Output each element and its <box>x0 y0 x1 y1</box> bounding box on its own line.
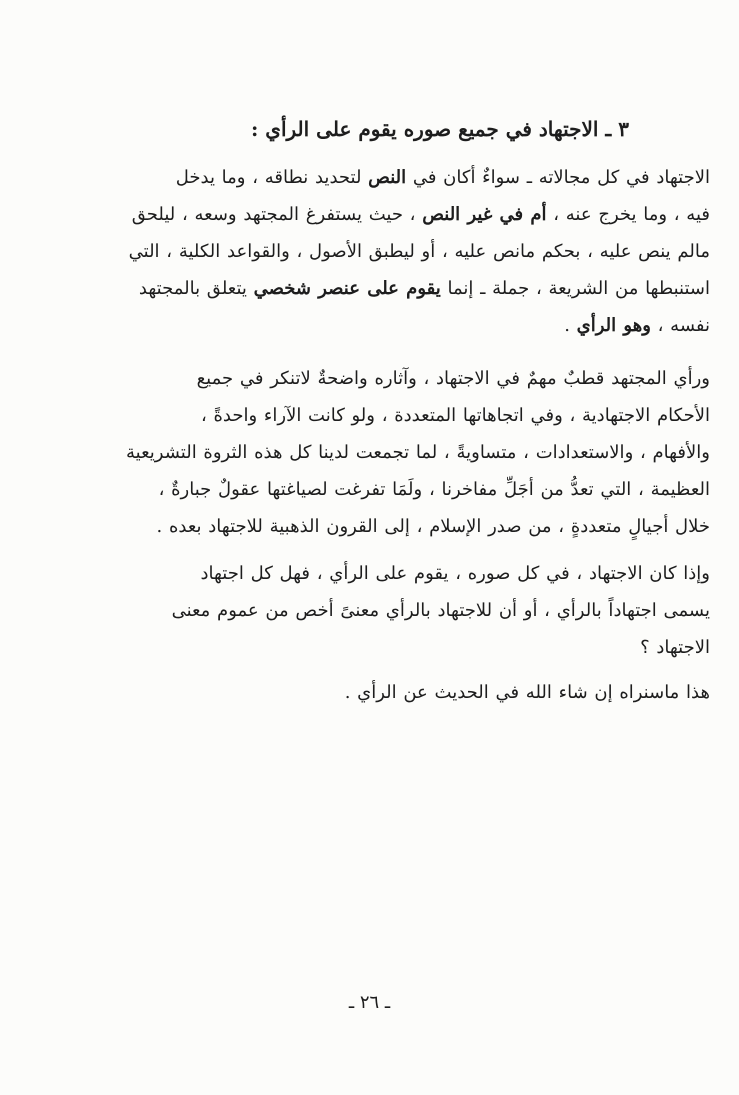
paragraph-3-line-2: يسمى اجتهاداً بالرأي ، أو أن للاجتهاد بالرأي معنىً أخص من عموم معنى <box>171 600 710 621</box>
page-number: ـ ٢٦ ـ <box>348 992 391 1013</box>
bold-term: النص <box>368 167 407 188</box>
text-segment: يتعلق بالمجتهد <box>138 278 254 299</box>
paragraph-2-line-2: الأحكام الاجتهادية ، وفي اتجاهاتها المتعددة ، ولو كانت الآراء واحدةً ، <box>200 405 710 426</box>
text-segment: لتحديد نطاقه ، وما يدخل <box>175 167 369 188</box>
paragraph-2 <box>92 360 710 545</box>
paragraph-2-line-4: العظيمة ، التي تعدُّ من أجَلِّ مفاخرنا ، ولَمَا تفرغت لصياغتها عقولٌ جبارةٌ ، <box>158 479 710 500</box>
text-segment: ، حيث يستفرغ المجتهد وسعه ، ليلحق <box>131 204 423 225</box>
text-segment: . <box>564 315 577 336</box>
text-segment: استنبطها من الشريعة ، جملة ـ إنما <box>440 278 710 299</box>
paragraph-4-line-1: هذا ماسنراه إن شاء الله في الحديث عن الرأي . <box>344 682 710 703</box>
paragraph-1-line-5 <box>92 307 710 344</box>
paragraph-3-line-1: وإذا كان الاجتهاد ، في كل صوره ، يقوم على الرأي ، فهل كل اجتهاد <box>200 563 710 584</box>
paragraph-1-line-3: مالم ينص عليه ، بحكم مانص عليه ، أو ليطبق الأصول ، والقواعد الكلية ، التي <box>128 241 710 262</box>
paragraph-2-line-1: ورأي المجتهد قطبٌ مهمٌ في الاجتهاد ، وآثاره واضحةٌ لاتنكر في جميع <box>196 368 710 389</box>
text-segment: الاجتهاد في كل مجالاته ـ سواءٌ أكان في <box>406 167 710 188</box>
section-heading: ٣ ـ الاجتهاد في جميع صوره يقوم على الرأي : <box>250 117 629 141</box>
paragraph-1-line-4 <box>92 270 710 307</box>
paragraph-2-line-5: خلال أجيالٍ متعددةٍ ، من صدر الإسلام ، إلى القرون الذهبية للاجتهاد بعده . <box>156 516 710 537</box>
text-segment: نفسه ، <box>650 315 710 336</box>
bold-term: يقوم على عنصر شخصي <box>253 278 441 299</box>
paragraph-3 <box>92 555 710 666</box>
paragraph-2-line-3: والأفهام ، والاستعدادات ، متساويةً ، لما تجمعت لدينا كل هذه الثروة التشريعية <box>126 442 710 463</box>
text-segment: فيه ، وما يخرج عنه ، <box>546 204 710 225</box>
paragraph-1 <box>92 159 710 344</box>
paragraph-4 <box>130 674 710 711</box>
bold-term: وهو الرأي <box>576 315 651 336</box>
bold-term: أم في غير النص <box>422 204 547 225</box>
paragraph-3-line-3: الاجتهاد ؟ <box>640 637 710 658</box>
paragraph-1-line-1 <box>92 159 710 196</box>
paragraph-1-line-2 <box>92 196 710 233</box>
